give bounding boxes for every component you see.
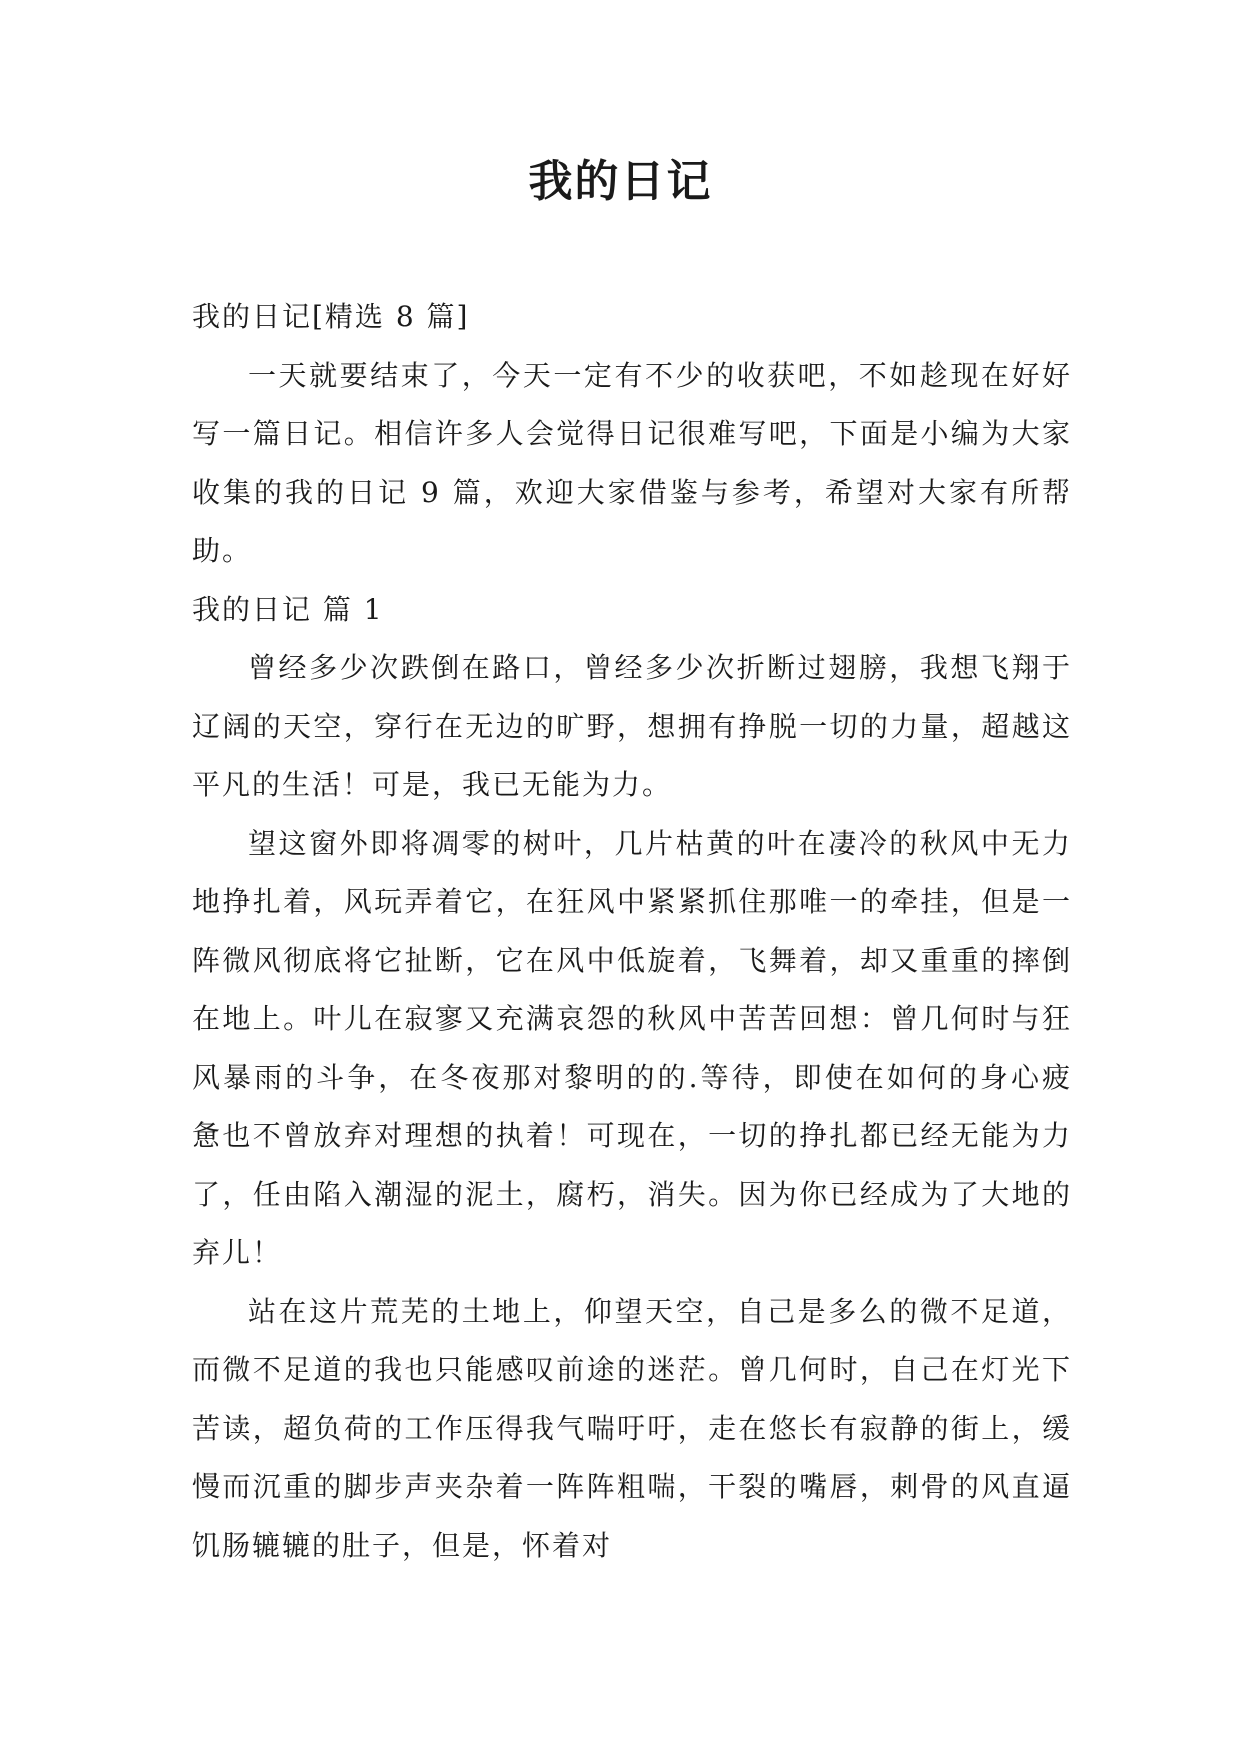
body-paragraph: 望这窗外即将凋零的树叶，几片枯黄的叶在凄冷的秋风中无力地挣扎着，风玩弄着它，在狂风中紧紧抓住那唯一的牵挂，但是一阵微风彻底将它扯断，它在风中低旋着，飞舞着，却又重重的摔倒在地上。叶儿在寂寥又充满哀怨的秋风中苦苦回想：曾几何时与狂风暴雨的斗争，在冬夜那对黎明的的.等待，即使在如何的身心疲惫也不曾放弃对理想的执着！可现在，一切的挣扎都已经无能为力了，任由陷入潮湿的泥土，腐朽，消失。因为你已经成为了大地的弃儿！ bbox=[192, 826, 1072, 1269]
document-title: 我的日记 bbox=[528, 156, 713, 207]
document-body bbox=[192, 288, 1072, 1575]
section-heading: 我的日记[精选 8 篇] bbox=[192, 300, 470, 333]
body-paragraph: 站在这片荒芜的土地上，仰望天空，自己是多么的微不足道，而微不足道的我也只能感叹前途的迷茫。曾几何时，自己在灯光下苦读，超负荷的工作压得我气喘吁吁，走在悠长有寂静的街上，缓慢而沉重的脚步声夹杂着一阵阵粗喘，干裂的嘴唇，刺骨的风直逼饥肠辘辘的肚子，但是，怀着对 bbox=[192, 1294, 1072, 1562]
section-heading: 我的日记 篇 1 bbox=[192, 592, 384, 626]
body-paragraph: 一天就要结束了，今天一定有不少的收获吧，不如趁现在好好写一篇日记。相信许多人会觉得日记很难写吧，下面是小编为大家收集的我的日记 9 篇，欢迎大家借鉴与参考，希望对大家有所帮助。 bbox=[192, 358, 1072, 567]
body-paragraph: 曾经多少次跌倒在路口，曾经多少次折断过翅膀，我想飞翔于辽阔的天空，穿行在无边的旷野，想拥有挣脱一切的力量，超越这平凡的生活！可是，我已无能为力。 bbox=[192, 651, 1072, 801]
